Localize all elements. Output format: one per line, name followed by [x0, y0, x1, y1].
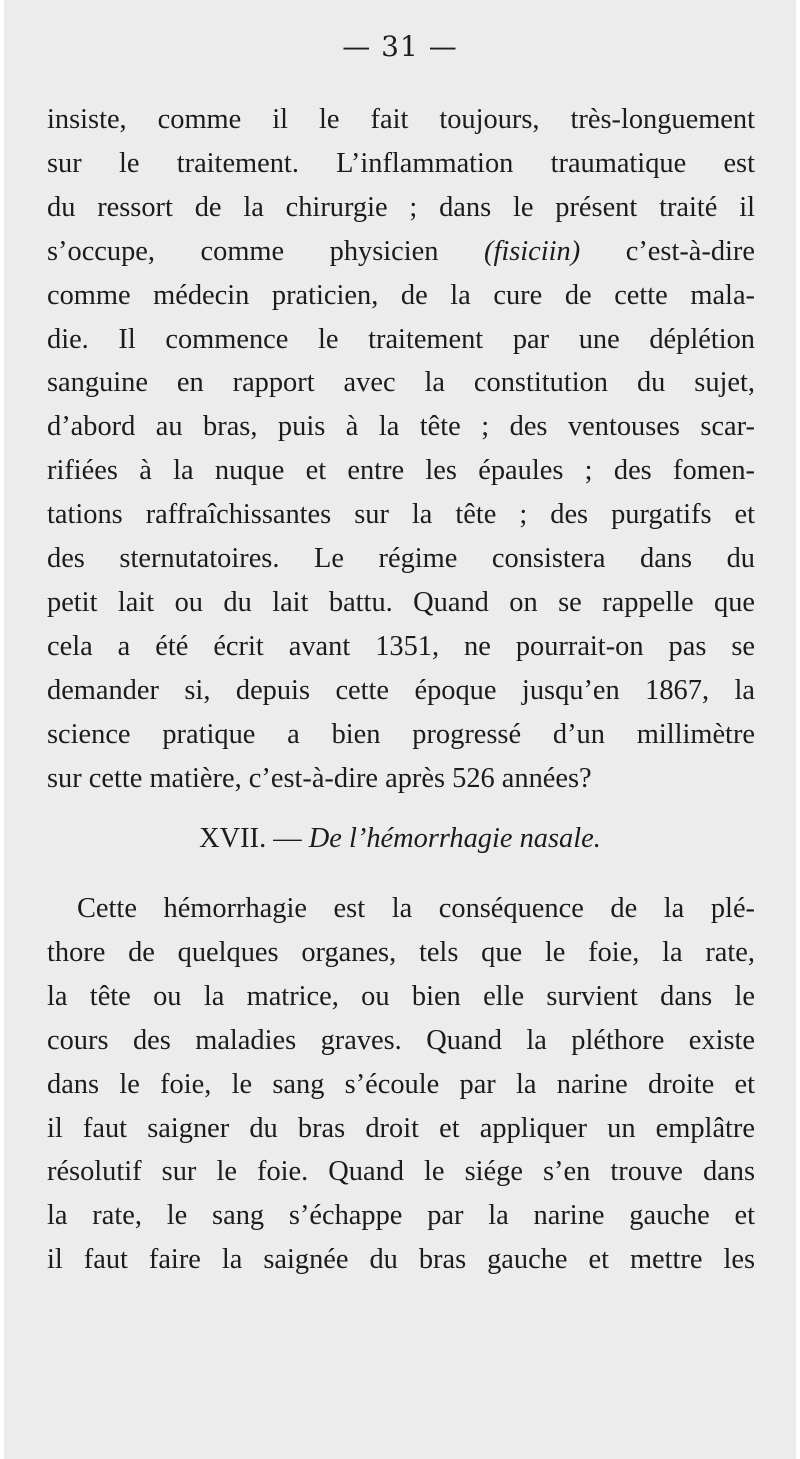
paragraph-hemorrhagie: [47, 887, 755, 1282]
text-line: die. Il commence le traitement par une déplétion: [47, 323, 755, 355]
text-line: sanguine en rapport avec la constitution du sujet,: [47, 367, 755, 399]
text-line: tations raffraîchissantes sur la tête ; des purgatifs et: [47, 499, 755, 531]
text-line: résolutif sur le foie. Quand le siége s’en trouve dans: [47, 1156, 755, 1188]
text-line: demander si, depuis cette époque jusqu’en 1867, la: [47, 674, 755, 706]
text-segment: c’est-à-dire: [625, 235, 755, 267]
section-number: XVII. —: [199, 823, 302, 854]
text-line: dans le foie, le sang s’écoule par la narine droite et: [47, 1068, 755, 1100]
page-number: — 31 —: [342, 30, 458, 63]
text-line: la tête ou la matrice, ou bien elle survient dans le: [47, 980, 755, 1012]
text-line: insiste, comme il le fait toujours, très-longuement: [47, 104, 755, 135]
text-line: Cette hémorrhagie est la conséquence de la plé-: [77, 893, 755, 924]
text-line: la rate, le sang s’échappe par la narine gauche et: [47, 1200, 755, 1232]
text-line: rifiées à la nuque et entre les épaules ; des fomen-: [47, 455, 755, 487]
text-line: des sternutatoires. Le régime consistera dans du: [47, 543, 755, 575]
text-line: petit lait ou du lait battu. Quand on se rappelle que: [47, 586, 755, 618]
book-page: [4, 0, 796, 1459]
text-line: thore de quelques organes, tels que le foie, la rate,: [47, 936, 755, 968]
text-line: sur cette matière, c’est-à-dire après 526 années?: [47, 762, 592, 794]
text-line: il faut faire la saignée du bras gauche et mettre les: [47, 1244, 755, 1276]
text-line: cela a été écrit avant 1351, ne pourrait-on pas se: [47, 630, 755, 662]
text-line: il faut saigner du bras droit et appliquer un emplâtre: [47, 1112, 755, 1144]
section-heading: [4, 823, 796, 855]
text-segment: s’occupe, comme physicien: [47, 235, 439, 267]
text-line: science pratique a bien progressé d’un millimètre: [47, 718, 755, 750]
text-line: sur le traitement. L’inflammation traumatique est: [47, 147, 755, 179]
text-line: du ressort de la chirurgie ; dans le présent traité il: [47, 191, 755, 223]
italic-term: (fisiciin): [484, 235, 581, 267]
paragraph-traitement: [47, 98, 755, 801]
text-line: d’abord au bras, puis à la tête ; des ventouses scar-: [47, 411, 755, 443]
text-line: cours des maladies graves. Quand la pléthore existe: [47, 1024, 755, 1056]
section-title: De l’hémorrhagie nasale.: [308, 823, 601, 854]
text-line: comme médecin praticien, de la cure de cette mala-: [47, 279, 755, 311]
text-line: [47, 230, 755, 274]
